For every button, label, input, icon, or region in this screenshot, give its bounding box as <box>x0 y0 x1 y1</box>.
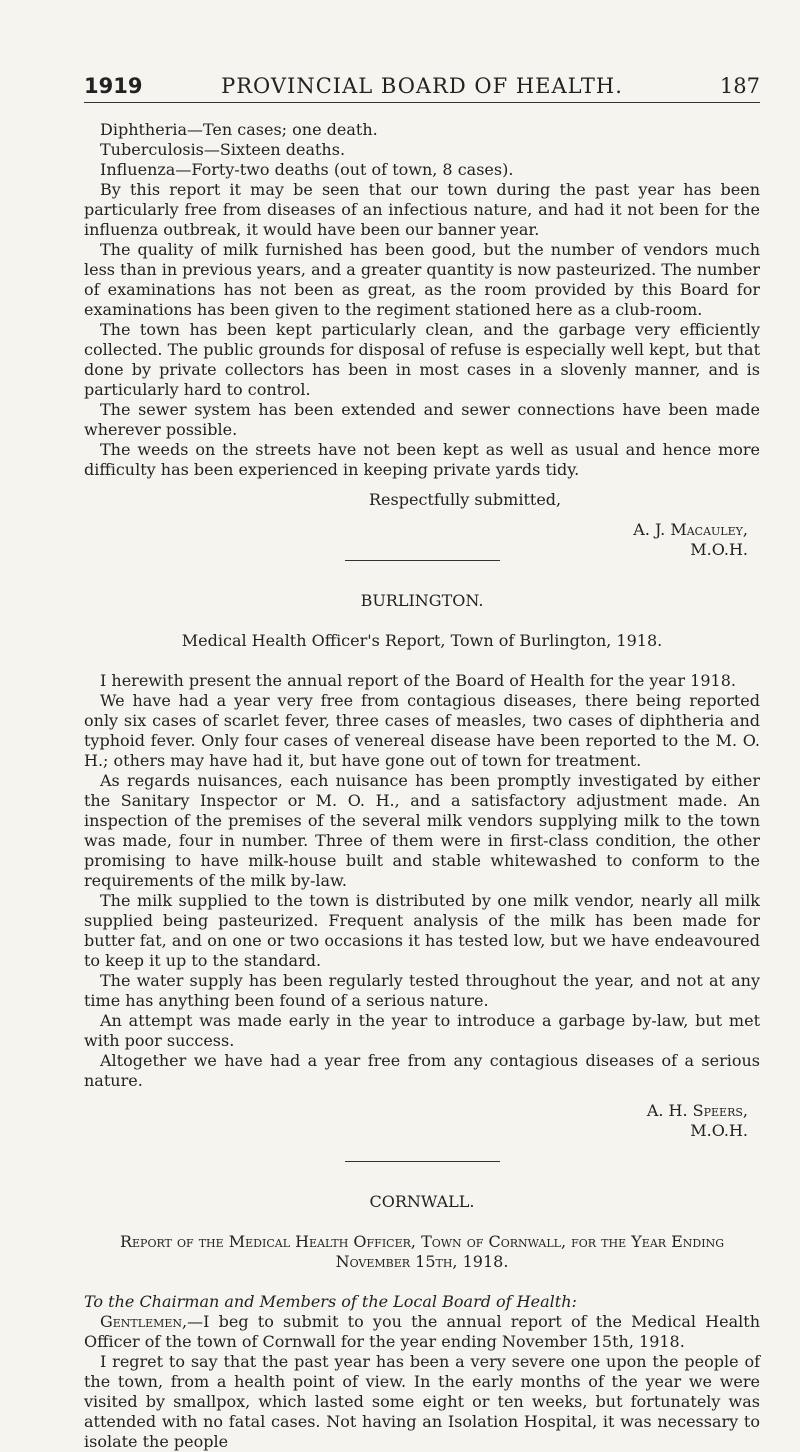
section-heading: CORNWALL. <box>369 1192 475 1211</box>
signature: A. J. Macauley, <box>633 520 748 539</box>
signature: A. H. Speers, <box>646 1101 748 1120</box>
report-title: Report of the Medical Health Officer, Town of Cornwall, for the Year Ending November 15th, 1918. <box>119 1232 725 1271</box>
paragraph: I herewith present the annual report of the Board of Health for the year 1918. <box>100 671 736 690</box>
page-body <box>84 120 760 1452</box>
page-number: 187 <box>719 74 760 98</box>
paragraph: The sewer system has been extended and sewer connections have been made wherever possible. <box>84 400 760 439</box>
cornwall-report <box>84 1192 760 1452</box>
burlington-report <box>84 591 760 1162</box>
paragraph: The milk supplied to the town is distributed by one milk vendor, nearly all milk supplied being pasteurized. Frequent analysis of the milk has been made for butter fat, and on one or two occasions it has tested low, but we have endeavoured to keep it up to the standard. <box>84 891 760 970</box>
disease-line: Tuberculosis—Sixteen deaths. <box>100 140 346 159</box>
salutation: To the Chairman and Members of the Local Board of Health: <box>84 1292 577 1311</box>
page-header <box>84 74 760 102</box>
paragraph: The quality of milk furnished has been good, but the number of vendors much less than in previous years, and a greater quantity is now pasteurized. The number of examinations has not been as great, as the room provided by this Board for examinations has been given to the regiment stationed here as a club-room. <box>84 240 760 319</box>
paragraph: An attempt was made early in the year to introduce a garbage by-law, but met with poor success. <box>84 1011 760 1050</box>
closing-line: Respectfully submitted, <box>369 490 562 509</box>
disease-line: Influenza—Forty-two deaths (out of town, 8 cases). <box>100 160 514 179</box>
paragraph: The water supply has been regularly tested throughout the year, and not at any time has anything been found of a serious nature. <box>84 971 760 1010</box>
paragraph: We have had a year very free from contagious diseases, there being reported only six cases of scarlet fever, three cases of measles, two cases of diphtheria and typhoid fever. Only four cases of venereal disease have been reported to the M. O. H.; others may have had it, but have gone out of town for treatment. <box>84 691 760 770</box>
salute-lead: Gentlemen, <box>100 1312 188 1331</box>
section-heading: BURLINGTON. <box>360 591 484 610</box>
paragraph: As regards nuisances, each nuisance has been promptly investigated by either the Sanitary Inspector or M. O. H., and a satisfactory adjustment made. An inspection of the premises of the several milk vendors supplying milk to the town was made, four in number. Three of them were in first-class condition, the other promising to have milk-house built and stable whitewashed to conform to the requirements of the milk by-law. <box>84 771 760 890</box>
paragraph: Gentlemen,—I beg to submit to you the annual report of the Medical Health Officer of the town of Cornwall for the year ending November 15th, 1918. <box>84 1312 760 1351</box>
paragraph: The weeds on the streets have not been kept as well as usual and hence more difficulty has been experienced in keeping private yards tidy. <box>84 440 760 479</box>
header-title: PROVINCIAL BOARD OF HEALTH. <box>221 74 623 98</box>
paragraph: I regret to say that the past year has been a very severe one upon the people of the town, from a health point of view. In the early months of the year we were visited by smallpox, which lasted some eight or ten weeks, but fortunately was attended with no fatal cases. Not having an Isolation Hospital, it was necessary to isolate the people <box>84 1352 760 1451</box>
header-year: 1919 <box>84 74 143 98</box>
disease-line: Diphtheria—Ten cases; one death. <box>100 120 378 139</box>
section-subheading: Medical Health Officer's Report, Town of Burlington, 1918. <box>181 631 663 650</box>
signature-degree: M.O.H. <box>690 1121 748 1140</box>
signature-degree: M.O.H. <box>690 540 748 559</box>
paragraph: By this report it may be seen that our town during the past year has been particularly free from diseases of an infectious nature, and had it not been for the influenza outbreak, it would have been our banner year. <box>84 180 760 239</box>
paragraph: The town has been kept particularly clean, and the garbage very efficiently collected. The public grounds for disposal of refuse is especially well kept, but that done by private collectors has been in most cases in a slovenly manner, and is particularly hard to control. <box>84 320 760 399</box>
header-rule <box>84 102 760 103</box>
macauley-report <box>84 120 760 561</box>
paragraph: Altogether we have had a year free from any contagious diseases of a serious nature. <box>84 1051 760 1090</box>
